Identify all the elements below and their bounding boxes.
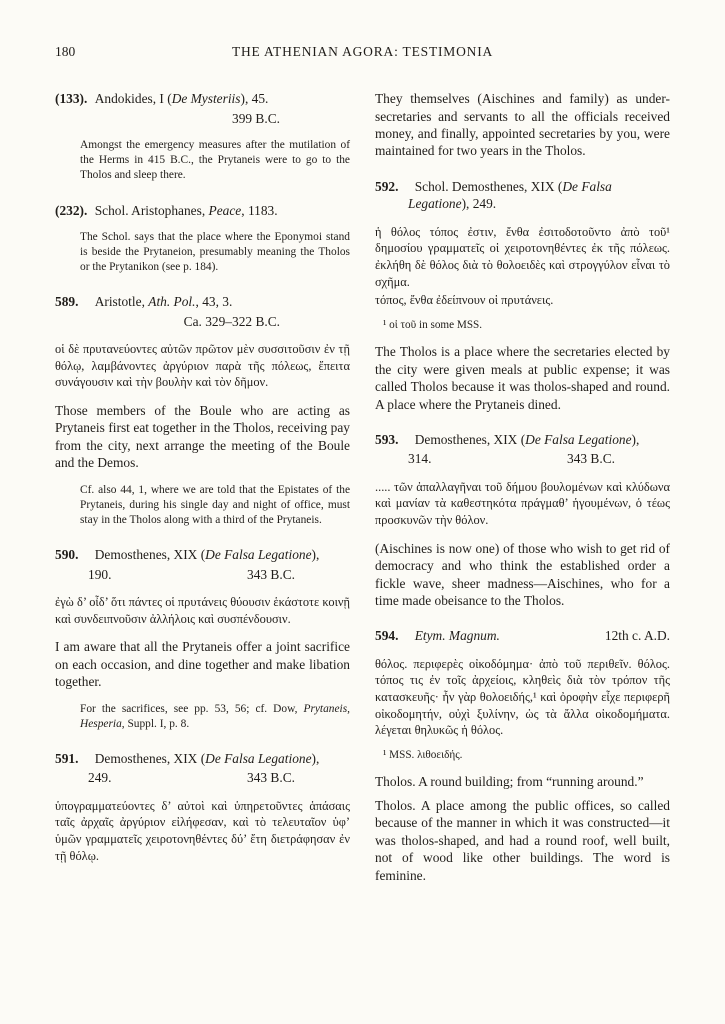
entry-heading xyxy=(55,90,350,107)
left-column xyxy=(55,90,350,884)
entry-citation xyxy=(95,294,233,309)
text-segment: ), xyxy=(311,547,320,563)
entry-number: 590. xyxy=(55,547,79,563)
text-segment: Demosthenes, XIX ( xyxy=(94,547,206,563)
entry-number: 592. xyxy=(375,178,399,194)
text-segment: Aristotle, xyxy=(94,294,149,310)
entry-date-line xyxy=(55,313,350,330)
text-segment: ), xyxy=(631,432,640,448)
entry-heading xyxy=(55,293,350,310)
text-columns xyxy=(55,90,670,884)
text-segment: Schol. Demosthenes, XIX ( xyxy=(414,178,563,194)
entry-ref: 190. xyxy=(88,566,112,582)
entry-ref: 249. xyxy=(88,770,112,786)
translation-text: Tholos. A place among the public offices, so called because of the manner in which it was constructed—it was tholos-shaped, and had a round roof, well built, not of wood like other buildings. The word is feminine. xyxy=(375,797,670,883)
entry-citation xyxy=(95,547,320,562)
entry-ref-date-line xyxy=(375,450,670,467)
entry-date: 12th c. A.D. xyxy=(604,628,670,644)
text-segment: De Falsa Legatione xyxy=(205,750,312,766)
entry-heading xyxy=(375,178,670,213)
text-segment: Prytaneis, Hesperia xyxy=(80,702,350,730)
text-segment: , Suppl. I, p. 8. xyxy=(121,717,190,730)
text-segment: For the sacrifices, see pp. 53, 56; cf. Dow, xyxy=(80,702,304,715)
entry-number: 593. xyxy=(375,432,399,448)
entry-number: 591. xyxy=(55,750,79,766)
entry-citation xyxy=(415,432,640,447)
entry-heading xyxy=(375,627,670,644)
running-title: THE ATHENIAN AGORA: TESTIMONIA xyxy=(231,44,494,59)
text-segment: De Mysteriis xyxy=(171,91,241,107)
text-segment: De Falsa Legatione xyxy=(205,547,312,563)
text-segment: ), 249. xyxy=(461,196,497,212)
greek-text: ἡ θόλος τόπος ἐστιν, ἔνθα ἐσιτοδοτοῦντο ἀπὸ τοῦ¹ δημοσίου γραμματεῖς οἱ χειροτονηθέντες ἐκ τῆς πόλεως. ἐκλήθη δὲ θόλος διὰ τὸ θολοειδὲς καὶ στρογγύλον εἶναι τὸ σχῆμα. xyxy=(375,224,670,289)
entry-date: Ca. 329–322 B.C. xyxy=(183,313,280,329)
commentary-note: Cf. also 44, 1, where we are told that the Epistates of the Prytaneis, during his single day and night of office, must stay in the Tholos along with a third of the Prytaneis. xyxy=(80,483,350,527)
greek-text: τόπος, ἔνθα ἐδείπνουν οἱ πρυτάνεις. xyxy=(375,293,554,308)
entry-heading xyxy=(375,431,670,448)
right-column xyxy=(375,90,670,884)
text-segment: ), xyxy=(311,750,320,766)
entry-citation xyxy=(408,179,612,211)
translation-text: Tholos. A round building; from “running around.” xyxy=(375,774,644,790)
entry-ref: 314. xyxy=(408,451,432,467)
entry-number: 594. xyxy=(375,628,399,644)
text-segment: , 1183. xyxy=(241,202,278,218)
entry-date: 343 B.C. xyxy=(247,566,295,582)
entry-date: 343 B.C. xyxy=(567,451,615,467)
entry-number: 589. xyxy=(55,294,79,310)
entry-number: (232). xyxy=(55,202,88,218)
text-segment: Etym. Magnum. xyxy=(414,628,500,644)
text-segment: De Falsa Legatione xyxy=(408,178,612,212)
entry-heading xyxy=(55,750,350,767)
text-segment: Schol. Aristophanes, xyxy=(94,202,209,218)
text-segment: , 43, 3. xyxy=(195,294,233,310)
entry-citation xyxy=(95,203,278,218)
commentary-note xyxy=(80,702,350,732)
entry-citation xyxy=(95,751,320,766)
translation-text: Those members of the Boule who are acting as Prytaneis first eat together in the Tholos, receiving pay from the city, next arrange the meeting of the Boule and the Demos. xyxy=(55,403,350,471)
entry-ref-date-line xyxy=(55,769,350,786)
text-segment: Andokides, I ( xyxy=(94,91,172,107)
translation-text: They themselves (Aischines and family) as under-secretaries and servants to all the officials received money, and finally, appointed secretaries by you, were maintained for two years in the Tholos. xyxy=(375,91,670,159)
entry-citation xyxy=(95,91,269,106)
page-header xyxy=(55,44,670,60)
entry-date: 399 B.C. xyxy=(232,110,280,126)
footnote: ¹ MSS. λιθοειδής. xyxy=(383,748,463,761)
greek-text: ..... τῶν ἀπαλλαγῆναι τοῦ δήμου βουλομένων καὶ κλύδωνα καὶ μανίαν τὰ καθεστηκότα πράγμαθ’ ἡγουμένων, ὁ τέως προσκυνῶν τὴν θόλον. xyxy=(375,479,670,528)
text-segment: ), 45. xyxy=(240,91,269,107)
greek-text: οἱ δὲ πρυτανεύοντες αὐτῶν πρῶτον μὲν συσσιτοῦσιν ἐν τῇ θόλῳ, λαμβάνοντες ἀργύριον παρὰ τῆς πόλεως, ἔπειτα συνάγουσιν καὶ τὴν βουλὴν καὶ τὸν δῆμον. xyxy=(55,342,350,390)
translation-text: I am aware that all the Prytaneis offer a joint sacrifice on each occasion, and dine together and make libation together. xyxy=(55,639,350,690)
entry-citation xyxy=(415,628,500,643)
commentary-note: Amongst the emergency measures after the mutilation of the Herms in 415 B.C., the Prytaneis were to go to the Tholos and sleep there. xyxy=(80,139,350,182)
entry-heading xyxy=(55,202,350,219)
commentary-note: The Schol. says that the place where the Eponymoi stand is beside the Prytaneion, presumably meaning the Tholos or the Prytanikon (see p. 184). xyxy=(80,230,350,274)
text-segment: Demosthenes, XIX ( xyxy=(414,432,526,448)
text-segment: Demosthenes, XIX ( xyxy=(94,750,206,766)
greek-text: ὑπογραμματεύοντες δ’ αὐτοὶ καὶ ὑπηρετοῦντες ἁπάσαις ταῖς ἀρχαῖς ἀργύριον εἰλήφεσαν, καὶ τὸ τελευταῖον ὑφ’ ὑμῶν γραμματεῖς χειροτονηθέντες δύ’ ἔτη διετράφησαν ἐν τῇ θόλῳ. xyxy=(55,798,350,863)
text-segment: De Falsa Legatione xyxy=(525,432,632,448)
text-segment: Peace xyxy=(208,202,242,218)
greek-text: ἐγὼ δ’ οἶδ’ ὅτι πάντες οἱ πρυτάνεις θύουσιν ἑκάστοτε κοινῇ καὶ συνδειπνοῦσιν ἀλλήλοις καὶ συσπένδουσιν. xyxy=(55,595,350,626)
entry-ref-date-line xyxy=(55,566,350,583)
translation-text: (Aischines is now one) of those who wish to get rid of democracy and who think the established order a fickle wave, sheer madness—Aischines, who for a time made obeisance to the Tholos. xyxy=(375,540,670,608)
translation-text: The Tholos is a place where the secretaries elected by the city were given meals at public expense; it was called Tholos because it was tholos-shaped and round. A place where the Prytaneis dined. xyxy=(375,344,670,412)
entry-number: (133). xyxy=(55,91,88,107)
text-segment: Ath. Pol. xyxy=(148,294,196,310)
greek-text: θόλος. περιφερὲς οἰκοδόμημα· ἀπὸ τοῦ περιθεῖν. θόλος. τόπος τις ἐν τοῖς ἀρχείοις, κληθεὶς διὰ τὸν τρόπον τῆς κατασκευῆς· ἦν γὰρ θολοειδής,¹ καὶ ὀροφὴν εἶχε περιφερῆ οἰκοδομητήν, οὐχὶ ξυλίνην, ὡς τὰ ἄλλα οἰκοδομήματα. λέγεται θηλυκῶς ἡ θόλος. xyxy=(375,656,670,738)
page-number: 180 xyxy=(55,44,76,59)
entry-heading xyxy=(55,546,350,563)
entry-date-line xyxy=(55,110,350,127)
entry-date: 343 B.C. xyxy=(247,770,295,786)
footnote: ¹ οἱ τοῦ in some MSS. xyxy=(383,318,483,331)
